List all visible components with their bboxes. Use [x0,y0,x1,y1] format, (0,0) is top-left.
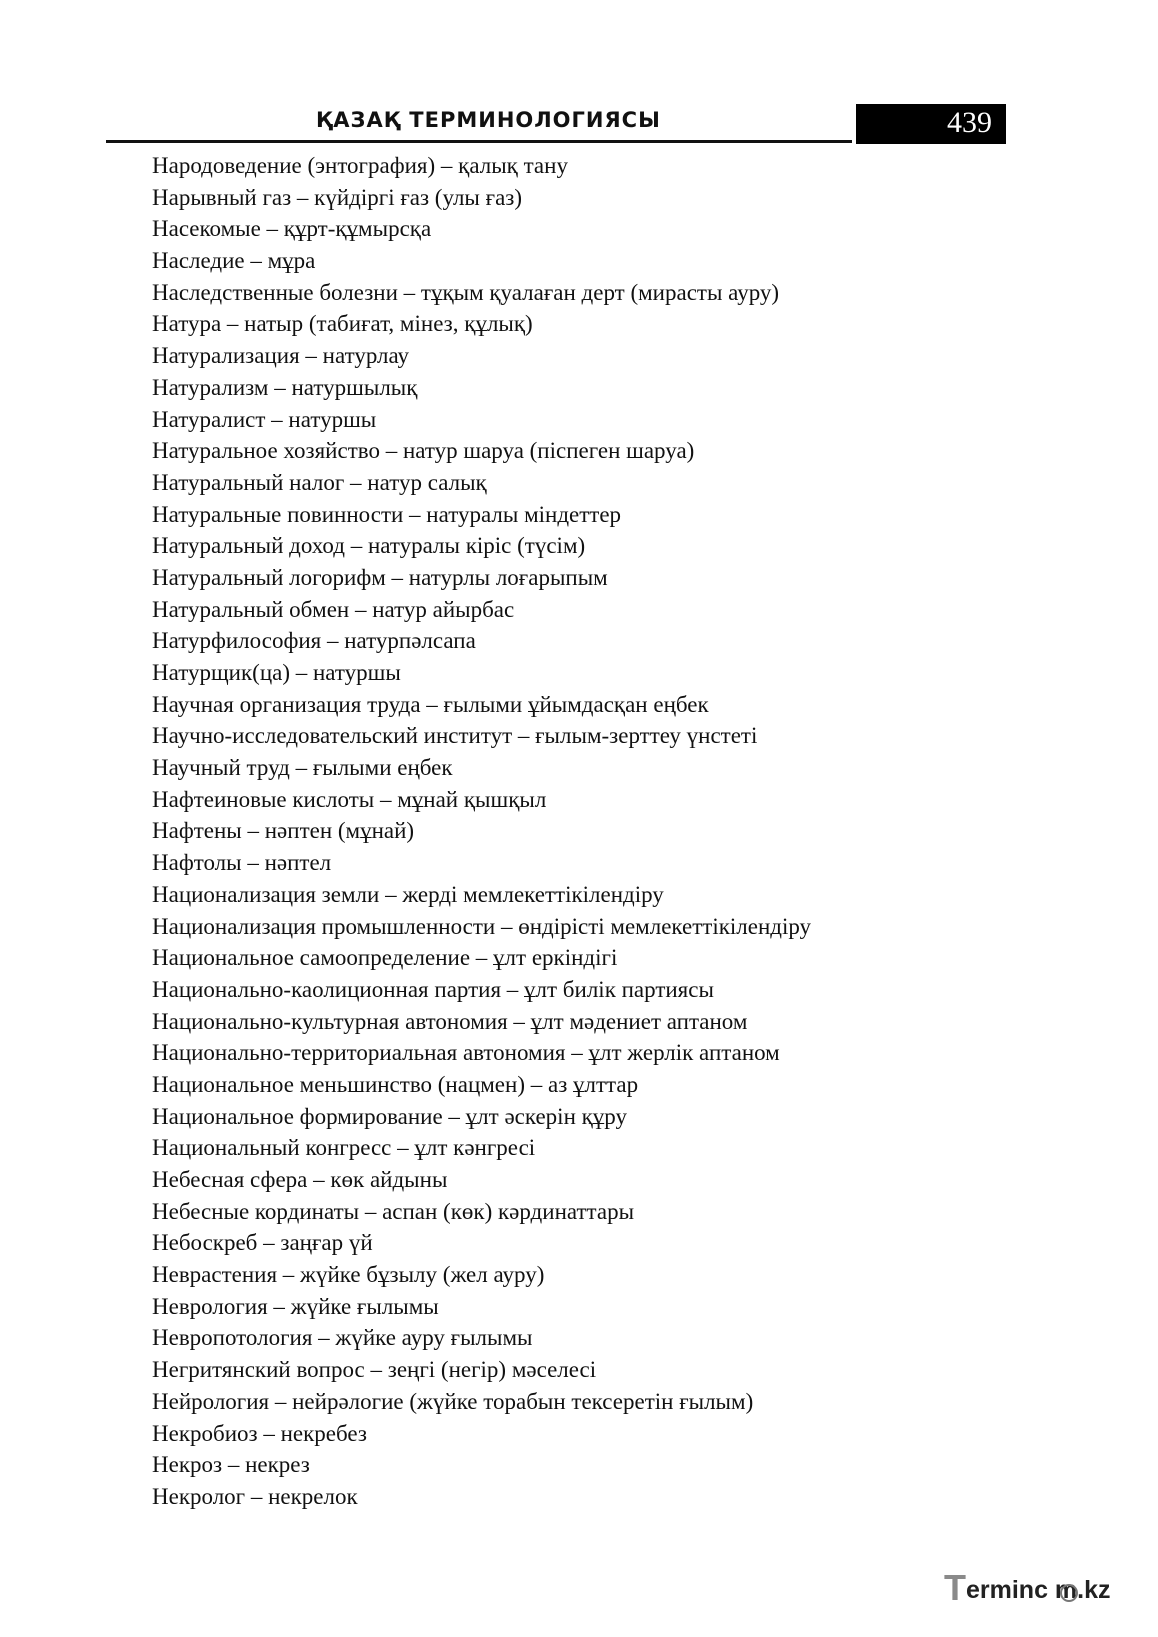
glossary-entry: Нафтеиновые кислоты – мұнай қышқыл [152,786,547,812]
glossary-entry: Небесная сфера – көк айдыны [152,1167,448,1192]
glossary-entry: Натуральные повинности – натуралы міндеттер [152,501,622,527]
watermark-initial: T [944,1567,966,1608]
glossary-entry: Некробиоз – некребез [152,1420,367,1446]
glossary-entry: Насекомые – құрт-құмырсқа [152,216,432,242]
glossary-entry: Национальный конгресс – ұлт кәнгресі [152,1135,536,1161]
glossary-entry: Неврастения – жүйке бұзылу (жел ауру) [152,1262,545,1288]
glossary-entry: Неврология – жүйке ғылымы [152,1293,439,1319]
glossary-entry: Негритянский вопрос – зеңгі (негір) мәселесі [152,1357,597,1383]
glossary-entry: Научная организация труда – ғылыми ұйымдасқан еңбек [152,691,709,717]
glossary-entry: Натурализация – натурлау [152,343,410,369]
glossary-entry: Народоведение (энтография) – қалық тану [152,153,568,178]
glossary-entry: Небесные кординаты – аспан (көк) кәрдинаттары [152,1198,635,1224]
glossary-entry: Нейрология – нейрәлогие (жүйке торабын тексеретін ғылым) [152,1388,754,1414]
glossary-entry: Натуральный налог – натур салық [152,469,487,495]
glossary-entry: Национально-культурная автономия – ұлт мәдениет аптаном [152,1008,748,1034]
glossary-entry: Национально-территориальная автономия – ұлт жерлік аптаном [152,1040,780,1066]
glossary-entry: Национализация промышленности – өндірісті мемлекеттікілендіру [152,913,812,939]
book-title: ҚАЗАҚ ТЕРМИНОЛОГИЯСЫ [316,108,661,132]
watermark-text: erminc m.kz [966,1576,1111,1604]
glossary-entry: Национальное меньшинство (нацмен) – аз ұлттар [152,1071,639,1097]
glossary-entry: Некроз – некрез [152,1452,310,1478]
glossary-entry: Натуральный доход – натуралы кіріс (түсім) [152,533,586,559]
glossary-entry: Научный труд – ғылыми еңбек [152,755,453,781]
watermark-logo [944,1568,1144,1608]
glossary-entry: Натуральный логорифм – натурлы лоғарыпым [152,564,608,590]
glossary-entry: Натуральный обмен – натур айырбас [152,596,515,622]
header-rule [106,140,852,143]
page-number-box [856,104,1006,144]
glossary-entry: Натурфилософия – натурпәлсапа [152,628,476,654]
glossary-entry: Научно-исследовательский институт – ғылым-зерттеу үнстеті [152,723,758,749]
glossary-entry: Национальное формирование – ұлт әскерін құру [152,1103,628,1129]
glossary-entry: Небоскреб – заңғар үй [152,1230,373,1256]
glossary-entry: Нарывный газ – күйдіргі ғаз (улы ғаз) [152,184,523,210]
glossary-entry: Натуралист – натуршы [152,406,377,432]
glossary-entry: Невропотология – жүйке ауру ғылымы [152,1325,533,1351]
glossary-entry: Нафтены – нәптен (мұнай) [152,818,415,844]
glossary-entry: Национализация земли – жерді мемлекеттікілендіру [152,881,664,907]
glossary-entry: Натуральное хозяйство – натур шаруа (піспеген шаруа) [152,438,695,464]
glossary-entry: Нафтолы – нәптел [152,850,332,876]
glossary-entry: Национально-каолиционная партия – ұлт билік партиясы [152,976,714,1002]
glossary-entry: Натурализм – натуршылық [152,374,418,400]
glossary-entry: Натура – натыр (табиғат, мінез, құлық) [152,311,533,337]
glossary-list [152,150,1012,1513]
page-header [106,104,1006,146]
glossary-entry: Наследие – мұра [152,248,316,274]
page-number: 439 [947,106,992,139]
glossary-entry: Некролог – некрелок [152,1483,358,1509]
glossary-entry: Национальное самоопределение – ұлт еркіндігі [152,945,618,971]
glossary-entry: Натурщик(ца) – натуршы [152,660,401,685]
glossary-entry: Наследственные болезни – тұқым қуалаған дерт (мирасты ауру) [152,279,780,305]
magnifier-icon [1060,1584,1078,1602]
